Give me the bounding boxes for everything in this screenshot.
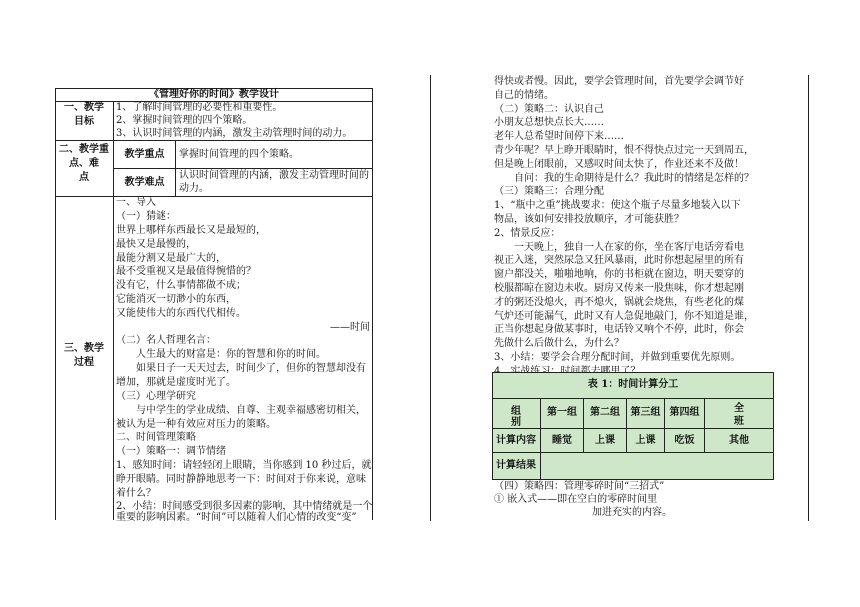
sub-column-divider [175, 140, 176, 196]
content-line: 2、情景反应： [494, 228, 561, 239]
difficulty-text-line1: 认识时间管理的内涵，激发主动管理时间的 [179, 170, 369, 181]
row1-label-line1: 一、教学 [64, 102, 104, 113]
quote-line: 人生最大的财富是：你的智慧和你的时间。 [136, 349, 326, 360]
riddle-line: 没有它，什么事情都做不成； [116, 280, 246, 291]
content-line: （二）策略二：认识自己 [494, 104, 604, 115]
content-line: 老年人总希望时间停下来…… [494, 131, 624, 142]
difficulty-label: 教学难点 [124, 177, 165, 188]
content-line: （四）策略四：管理零碎时间“三招式” [494, 481, 665, 492]
key-point-label: 教学重点 [124, 149, 165, 160]
header-group: 第四组 [669, 407, 700, 418]
right-page-left-border [430, 75, 431, 521]
row-label-content: 计算内容 [496, 435, 536, 446]
process-line: 重要的影响因素。“时间”可以随着人们心情的改变“变” [116, 512, 357, 523]
scenario-line: 视正入迷，突然尿急又狂风暴雨，此时你想起屋里的所有 [494, 255, 744, 266]
process-line: （三）心理学研究 [116, 391, 196, 402]
scenario-line: 气炉还可能漏气，此时又有人急促地敲门，你不知道是谁， [494, 311, 754, 322]
content-line: 3、小结：要学会合理分配时间，并做到重要优先原则。 [494, 352, 741, 363]
objective-item: 3、认识时间管理的内涵，激发主动管理时间的动力。 [116, 128, 353, 139]
scenario-line: 校服都晾在窗边未收。厨房又传来一股焦味，你才想起刚 [494, 283, 744, 294]
row3-label-line2: 过程 [74, 357, 94, 368]
content-line: 得快或者慢。因此，要学会管理时间，首先要学会调节好 [494, 76, 744, 87]
riddle-line: 它能消灭一切渺小的东西， [116, 294, 236, 305]
content-cell: 其他 [729, 435, 749, 446]
row2-label-line2: 点、难 [69, 158, 99, 169]
content-line: 加进充实的内容。 [592, 507, 672, 518]
riddle-line: 最能分割又是最广大的， [116, 253, 226, 264]
header-all-line2: 班 [734, 416, 744, 427]
quote-line: 如果日子一天天过去，时间少了，但你的智慧却没有 [136, 363, 366, 374]
objective-item: 1、了解时间管理的必要性和重要性。 [116, 102, 283, 113]
table-caption: 表 1：时间计算分工 [587, 379, 679, 390]
quote-line: 增加，那就是虚度时光了。 [116, 377, 236, 388]
content-line: 小朋友总想快点长大…… [494, 117, 604, 128]
process-line: 1、感知时间：请轻轻闭上眼睛，当你感到 10 秒过后，就 [116, 460, 372, 471]
row1-label-line2: 目标 [74, 116, 94, 127]
research-line: 被认为是一种有效应对压力的策略。 [116, 419, 276, 430]
research-line: 与中学生的学业成绩、自尊、主观幸福感密切相关， [136, 405, 366, 416]
scenario-line: 一天晚上，独自一人在家的你，坐在客厅电话旁看电 [514, 242, 744, 253]
content-line: （三）策略三：合理分配 [494, 186, 604, 197]
objective-item: 2、掌握时间管理的四个策略。 [116, 115, 253, 126]
row3-label-line1: 三、教学 [64, 343, 104, 354]
content-line: ① 嵌入式——即在空白的零碎时间里 [494, 494, 658, 505]
header-group: 第三组 [630, 407, 661, 418]
row-label-result: 计算结果 [496, 460, 536, 471]
header-group: 第二组 [590, 407, 620, 418]
process-line: 一、导入 [116, 197, 156, 208]
content-line: 1、“瓶中之重”挑战要求：使这个瓶子尽量多地装入以下 [494, 200, 741, 211]
riddle-line: 最不受重视又是最值得惋惜的？ [116, 266, 256, 277]
table-left-border [55, 88, 56, 520]
table-right-border [372, 88, 373, 520]
riddle-line: 最快又是最慢的， [116, 239, 196, 250]
row2-label-line1: 二、教学重 [59, 144, 109, 155]
header-group-label-line2: 别 [511, 417, 521, 428]
scenario-line: 窗户都没关，啪啪地响，你的书柜就在窗边，明天要穿的 [494, 269, 744, 280]
process-line: 睁开眼睛。同时静静地思考一下：时间对于你来说，意味 [116, 474, 366, 485]
header-group-label-line1: 组 [511, 406, 521, 417]
row-divider [55, 196, 373, 197]
process-line: （一）猜谜： [116, 211, 176, 222]
process-line: （二）名人哲理名言： [116, 335, 216, 346]
riddle-answer: ——时间 [330, 322, 370, 333]
label-column-divider [113, 101, 114, 520]
difficulty-text-line2: 动力。 [179, 183, 209, 194]
process-line: 着什么？ [116, 488, 156, 499]
row2-label-line3: 点 [79, 172, 89, 183]
content-cell: 上课 [635, 435, 656, 446]
content-line: 青少年呢？早上睁开眼睛时，恨不得快点过完一天到周五， [494, 145, 754, 156]
process-line: 二、时间管理策略 [116, 432, 196, 443]
content-line: 但是晚上闭眼前，又感叹时间太快了，作业还来不及做！ [494, 159, 744, 170]
scenario-line: 才的粥还没熄火，再不熄火，锅就会烧焦，有些老化的煤 [494, 297, 744, 308]
header-group: 第一组 [547, 407, 577, 418]
process-line: 2、小结：时间感受到很多因素的影响，其中情绪就是一个 [116, 501, 373, 512]
header-all-line1: 全 [734, 403, 744, 414]
riddle-line: 又能使伟大的东西代代相传。 [116, 308, 246, 319]
content-cell: 睡觉 [552, 435, 572, 446]
content-cell: 吃饭 [674, 435, 695, 446]
process-line: （一）策略一：调节情绪 [116, 446, 226, 457]
key-point-text: 掌握时间管理的四个策略。 [179, 149, 299, 160]
document-title: 《管理好你的时间》教学设计 [149, 89, 279, 100]
right-page-right-border [808, 75, 809, 521]
content-cell: 上课 [595, 435, 615, 446]
scenario-line: 正当你想起身做某事时，电话铃又响个不停，此时，你会 [494, 324, 744, 335]
scenario-line: 先做什么后做什么，为什么？ [494, 338, 624, 349]
content-line: 自问：我的生命期待是什么？我此时的情绪是怎样的？ [514, 173, 754, 184]
content-line: 自己的情绪。 [494, 90, 554, 101]
content-line: 物品，该如何安排投放顺序，才可能获胜？ [494, 214, 684, 225]
riddle-line: 世界上哪样东西最长又是最短的， [116, 225, 266, 236]
